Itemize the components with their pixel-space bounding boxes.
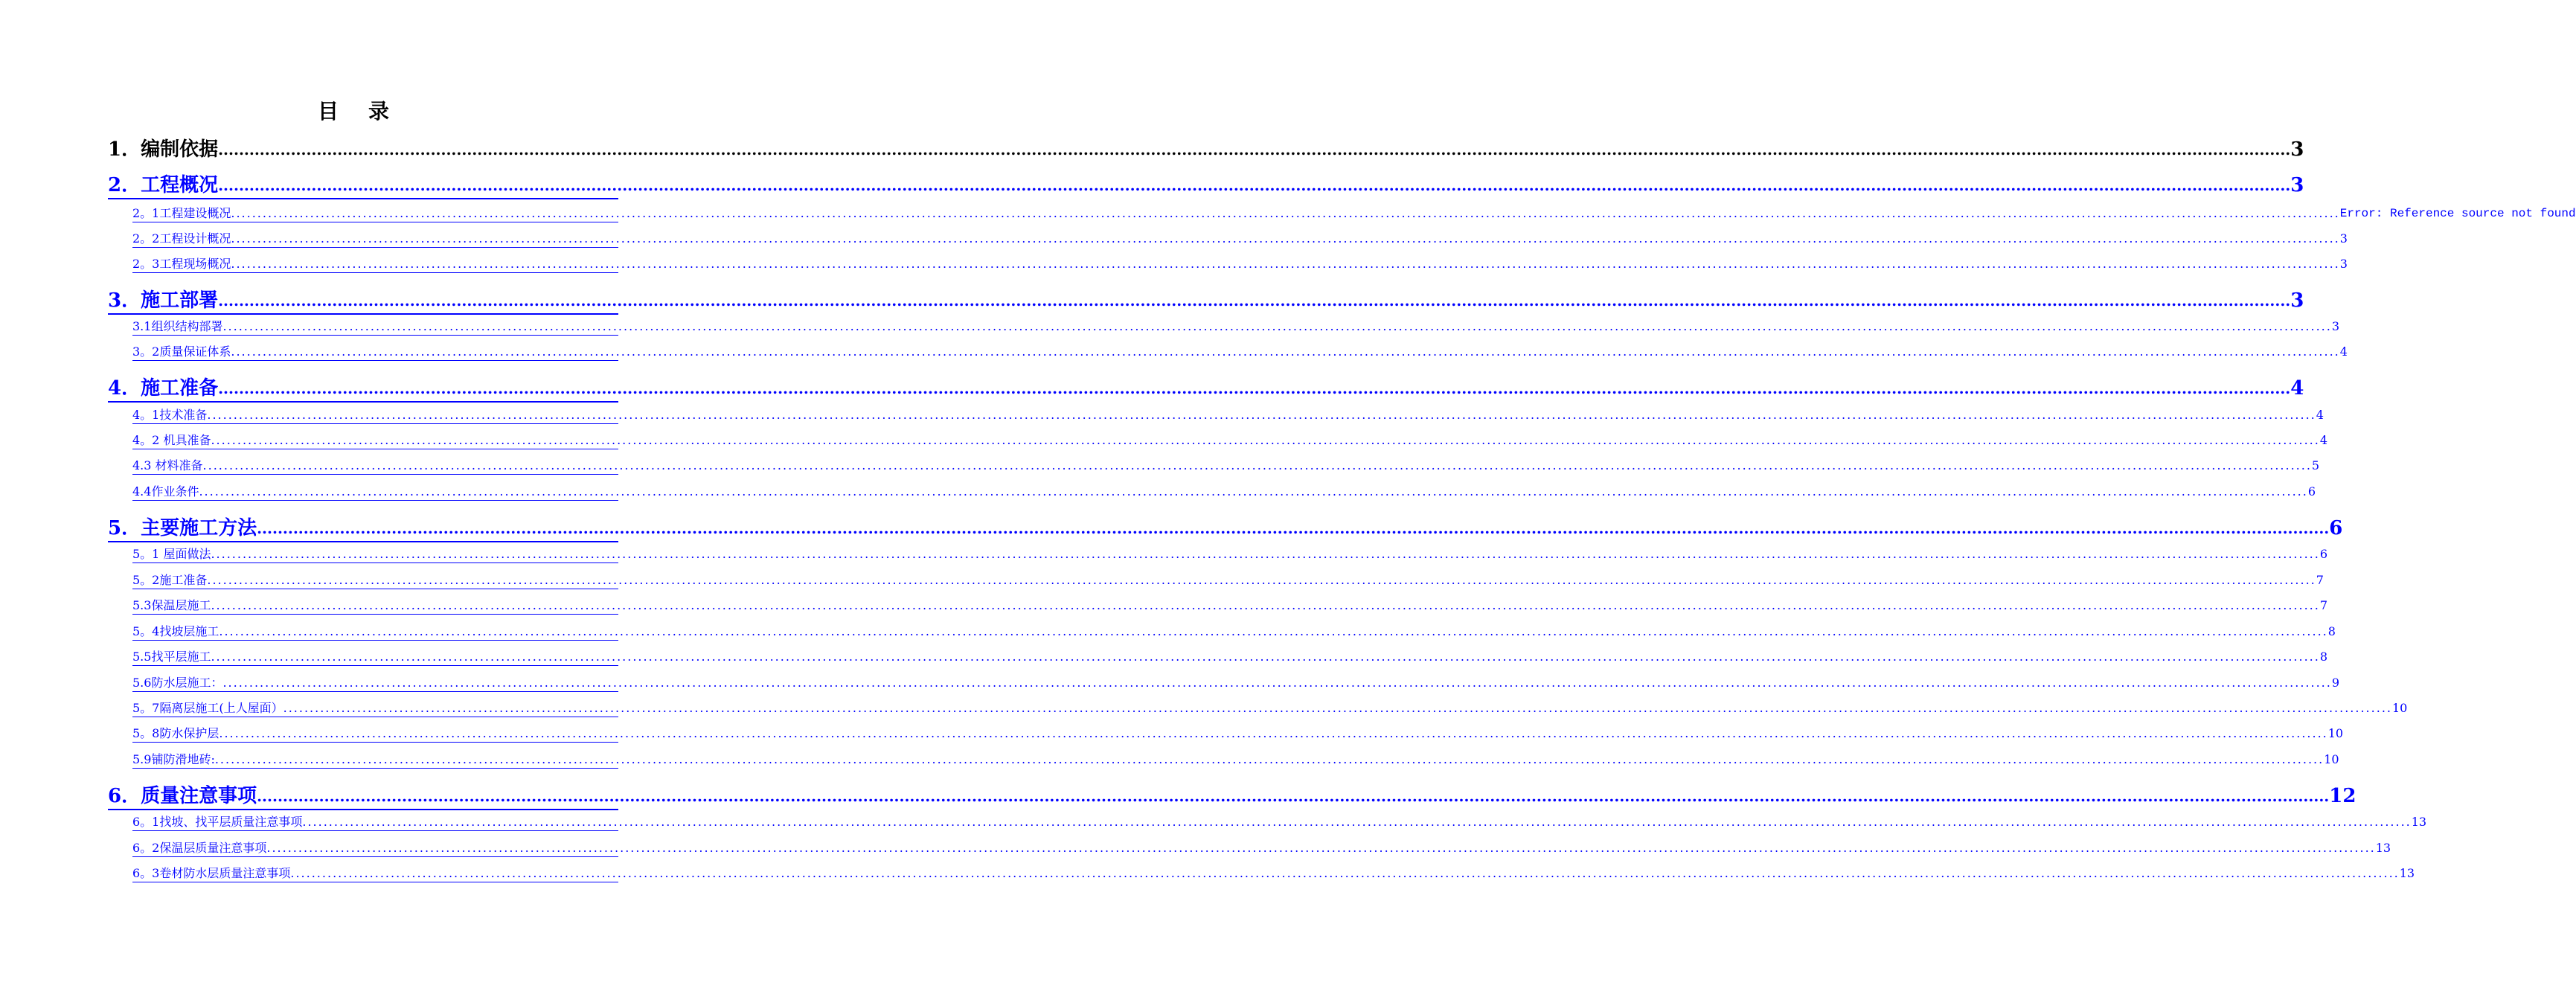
toc-entry-label: 3。2质量保证体系: [132, 344, 231, 359]
toc-entry-chapter[interactable]: [108, 376, 2304, 403]
toc-dot-leader: ................................................................................................................................................................................................................................................................................................................................................................................................................: [257, 519, 2330, 537]
toc-entry-label: 2。2工程设计概况: [132, 231, 231, 246]
toc-entry-label: 6．质量注意事项: [108, 785, 257, 807]
toc-entry-label: 4.4作业条件: [132, 484, 199, 499]
toc-entry-section[interactable]: [132, 572, 2324, 589]
toc-entry-page-number: 7: [2319, 598, 2328, 612]
toc-entry-section[interactable]: [132, 751, 2339, 769]
toc-entry-label: 5.3保温层施工: [132, 598, 211, 612]
toc-entry-section[interactable]: [132, 484, 2316, 501]
toc-dot-leader: ................................................................................................................................................................................................................................................................................................................................................................................................................: [207, 573, 2316, 587]
toc-dot-leader: ................................................................................................................................................................................................................................................................................................................................................................................................................: [218, 379, 2291, 397]
toc-dot-leader: ................................................................................................................................................................................................................................................................................................................................................................................................................: [266, 841, 2376, 855]
toc-entry-page-number: 8: [2327, 624, 2336, 638]
toc-entry-page-number: 13: [2399, 866, 2415, 880]
toc-entry-label: 3．施工部署: [108, 289, 219, 312]
toc-title-char-2: 录: [368, 99, 390, 124]
toc-entry-page-number: 3: [2290, 138, 2304, 161]
toc-entry-section[interactable]: [132, 256, 2348, 273]
toc-entry-page-number: 6: [2307, 484, 2316, 499]
toc-dot-leader: ................................................................................................................................................................................................................................................................................................................................................................................................................: [218, 292, 2291, 310]
toc-dot-leader: ................................................................................................................................................................................................................................................................................................................................................................................................................: [231, 257, 2340, 271]
toc-entry-page-number: 3: [2339, 257, 2348, 271]
toc-dot-leader: ................................................................................................................................................................................................................................................................................................................................................................................................................: [231, 206, 2340, 220]
toc-title-char-1: 目: [317, 99, 339, 124]
toc-entry-page-number: 7: [2316, 573, 2324, 587]
toc-dot-leader: ................................................................................................................................................................................................................................................................................................................................................................................................................: [231, 344, 2340, 359]
toc-entry-label: 2。1工程建设概况: [132, 206, 231, 220]
toc-entry-label: 2。3工程现场概况: [132, 257, 231, 271]
toc-dot-leader: ................................................................................................................................................................................................................................................................................................................................................................................................................: [302, 815, 2412, 829]
toc-dot-leader: ................................................................................................................................................................................................................................................................................................................................................................................................................: [219, 726, 2328, 740]
toc-entry-label: 6。1找坡、找平层质量注意事项: [132, 815, 303, 829]
toc-entry-section[interactable]: [132, 344, 2348, 361]
toc-entry-page-number: 3: [2290, 289, 2304, 312]
toc-dot-leader: ................................................................................................................................................................................................................................................................................................................................................................................................................: [290, 866, 2400, 880]
toc-entry-page-number: 4: [2316, 408, 2324, 422]
toc-dot-leader: ................................................................................................................................................................................................................................................................................................................................................................................................................: [219, 624, 2328, 638]
toc-dot-leader: ................................................................................................................................................................................................................................................................................................................................................................................................................: [283, 701, 2392, 715]
toc-entry-label: 3.1组织结构部署: [132, 319, 223, 333]
toc-title: [0, 95, 707, 125]
toc-entry-page-number: 13: [2411, 815, 2427, 829]
toc-entry-page-number: 13: [2375, 841, 2391, 855]
toc-entry-label: 5。7隔离层施工(上人屋面）: [132, 701, 283, 715]
toc-dot-leader: ................................................................................................................................................................................................................................................................................................................................................................................................................: [211, 598, 2320, 612]
toc-entry-chapter[interactable]: [108, 173, 2304, 199]
toc-entry-section[interactable]: [132, 407, 2324, 424]
toc-dot-leader: ................................................................................................................................................................................................................................................................................................................................................................................................................: [214, 752, 2325, 766]
toc-dot-leader: ................................................................................................................................................................................................................................................................................................................................................................................................................: [199, 484, 2308, 499]
toc-entry-label: 5．主要施工方法: [108, 517, 257, 539]
toc-dot-leader: ................................................................................................................................................................................................................................................................................................................................................................................................................: [211, 547, 2320, 561]
toc-entry-section[interactable]: [132, 597, 2328, 615]
toc-entry-section[interactable]: [132, 675, 2340, 692]
toc-entry-page-number: 6: [2329, 517, 2343, 539]
toc-entry-section[interactable]: [132, 840, 2391, 857]
toc-entry-page-number: 3: [2339, 231, 2348, 246]
toc-entry-page-number: Error: Reference source not found: [2339, 207, 2576, 220]
toc-dot-leader: ................................................................................................................................................................................................................................................................................................................................................................................................................: [257, 787, 2330, 805]
toc-entry-chapter[interactable]: [108, 516, 2343, 542]
toc-entry-page-number: 12: [2329, 785, 2356, 807]
toc-entry-label: 1．编制依据: [108, 138, 219, 161]
toc-entry-section[interactable]: [132, 725, 2344, 743]
toc-entry-page-number: 4: [2319, 433, 2328, 447]
toc-dot-leader: ................................................................................................................................................................................................................................................................................................................................................................................................................: [218, 176, 2291, 194]
toc-entry-page-number: 3: [2290, 174, 2304, 196]
toc-entry-section[interactable]: [132, 432, 2328, 449]
toc-entry-chapter: [108, 137, 2304, 162]
toc-entry-label: 5.9铺防滑地砖:: [132, 752, 215, 766]
toc-entry-page-number: 4: [2339, 344, 2348, 359]
toc-entry-label: 5.6防水层施工：: [132, 676, 223, 690]
toc-entry-section[interactable]: [132, 205, 2576, 222]
toc-entry-section[interactable]: [132, 231, 2348, 248]
toc-entry-page-number: 5: [2311, 458, 2320, 472]
toc-dot-leader: ................................................................................................................................................................................................................................................................................................................................................................................................................: [218, 141, 2291, 158]
toc-entry-section[interactable]: [132, 458, 2320, 475]
toc-dot-leader: ................................................................................................................................................................................................................................................................................................................................................................................................................: [211, 433, 2320, 447]
toc-entry-section[interactable]: [132, 700, 2408, 717]
toc-entry-label: 5。4找坡层施工: [132, 624, 220, 638]
toc-entry-label: 5。1 屋面做法: [132, 547, 211, 561]
toc-entry-label: 5。8防水保护层: [132, 726, 220, 740]
toc-entry-label: 6。2保温层质量注意事项: [132, 841, 267, 855]
toc-entry-section[interactable]: [132, 814, 2427, 831]
toc-entry-section[interactable]: [132, 865, 2415, 882]
toc-dot-leader: ................................................................................................................................................................................................................................................................................................................................................................................................................: [202, 458, 2312, 472]
toc-entry-label: 4.3 材料准备: [132, 458, 203, 472]
toc-entry-page-number: 3: [2331, 319, 2340, 333]
toc-entry-section[interactable]: [132, 624, 2336, 641]
toc-entry-label: 4．施工准备: [108, 377, 219, 400]
toc-dot-leader: ................................................................................................................................................................................................................................................................................................................................................................................................................: [222, 319, 2332, 333]
toc-entry-section[interactable]: [132, 318, 2340, 336]
toc-dot-leader: ................................................................................................................................................................................................................................................................................................................................................................................................................: [207, 408, 2316, 422]
toc-entry-page-number: 6: [2319, 547, 2328, 561]
toc-entry-label: 5.5找平层施工: [132, 650, 211, 664]
toc-entry-page-number: 10: [2324, 752, 2339, 766]
toc-entry-page-number: 9: [2331, 676, 2340, 690]
toc-entry-label: 4。2 机具准备: [132, 433, 211, 447]
toc-entry-label: 5。2施工准备: [132, 573, 208, 587]
toc-entry-section[interactable]: [132, 546, 2328, 563]
toc-entry-chapter[interactable]: [108, 288, 2304, 315]
toc-dot-leader: ................................................................................................................................................................................................................................................................................................................................................................................................................: [222, 676, 2332, 690]
toc-entry-section[interactable]: [132, 649, 2328, 666]
toc-entry-page-number: 10: [2391, 701, 2408, 715]
toc-entry-label: 6。3卷材防水层质量注意事项: [132, 866, 291, 880]
toc-entry-label: 2．工程概况: [108, 174, 219, 196]
toc-entry-label: 4。1技术准备: [132, 408, 208, 422]
toc-entry-page-number: 10: [2327, 726, 2344, 740]
toc-dot-leader: ................................................................................................................................................................................................................................................................................................................................................................................................................: [231, 231, 2340, 246]
toc-entry-page-number: 4: [2290, 377, 2304, 400]
toc-dot-leader: ................................................................................................................................................................................................................................................................................................................................................................................................................: [211, 650, 2320, 664]
toc-entry-page-number: 8: [2319, 650, 2328, 664]
toc-entry-chapter[interactable]: [108, 783, 2356, 810]
